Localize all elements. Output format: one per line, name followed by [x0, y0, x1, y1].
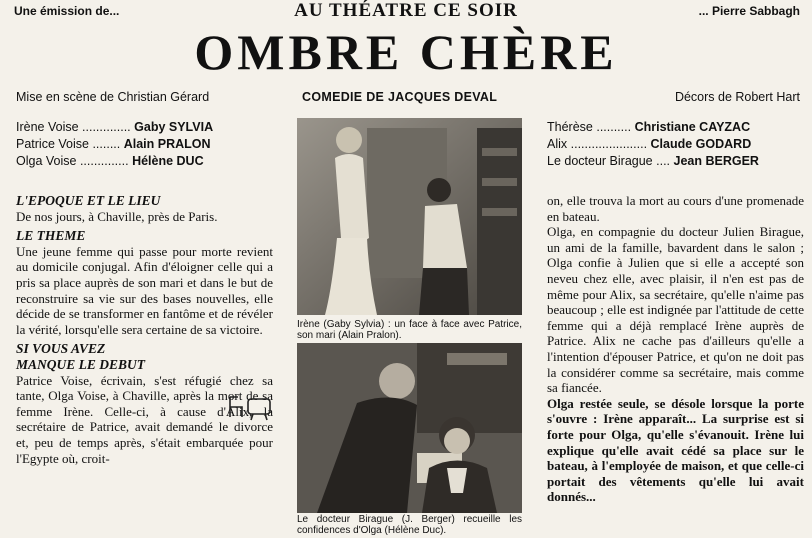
cast-row: [547, 119, 759, 136]
cast-row: [16, 119, 213, 136]
theme-paragraph: Une jeune femme qui passe pour morte revient au domicile conjugal. Afin d'éloigner celle qui a pris sa place auprès de son mari et dans le but de reconstruire sa vie sur des bases nouvelles, elle décide de se transformer en fantôme et de révéler la vérité, lorsqu'elle sera certaine de sa victoire.: [16, 243, 273, 337]
cast-row: [547, 136, 759, 153]
cast-actor: Alain PRALON: [123, 137, 211, 151]
epoque-paragraph: De nos jours, à Chaville, près de Paris.: [16, 208, 218, 224]
cast-role: Thérèse: [547, 120, 593, 134]
set-design-credit: Décors de Robert Hart: [674, 90, 800, 104]
scene-photo-irene-patrice: [297, 118, 522, 315]
cast-role: Alix: [547, 137, 568, 151]
chair-and-tv-icon: [224, 393, 274, 423]
photo-caption-1: Irène (Gaby Sylvia) : un face à face avec Patrice, son mari (Alain Pralon).: [297, 319, 522, 341]
play-title: OMBRE CHÈRE: [194, 24, 618, 80]
cast-actor: Claude GODARD: [650, 137, 752, 151]
cast-dots: ..........: [596, 120, 632, 134]
section-heading-debut-2: MANQUE LE DEBUT: [16, 356, 146, 372]
article-column-left: [16, 193, 273, 466]
cast-role: Olga Voise: [16, 154, 77, 168]
cast-dots: ........: [92, 137, 121, 151]
scene-photo-birague-olga: [297, 343, 522, 513]
cast-actor: Hélène DUC: [132, 154, 204, 168]
program-name: AU THÉATRE CE SOIR: [294, 0, 518, 21]
author-credit: COMEDIE DE JACQUES DEVAL: [302, 90, 498, 104]
cast-dots: ..............: [82, 120, 131, 134]
cast-dots: ....: [656, 154, 671, 168]
cast-role: Patrice Voise: [16, 137, 89, 151]
debut-paragraph: Patrice Voise, écrivain, s'est réfugié chez sa tante, Olga Voise, à Chaville, après la mort de sa femme Irène. Celle-ci, à cause d'Alix, la secrétaire de Patrice, avait demandé le divorce et, peu de temps après, s'était embarquée pour l'Egypte où, croit-: [16, 372, 273, 466]
article-column-right: [547, 193, 804, 505]
cast-list-left: [16, 119, 213, 170]
cast-row: [547, 153, 759, 170]
cast-row: [16, 153, 213, 170]
photo-caption-2: Le docteur Birague (J. Berger) recueille les confidences d'Olga (Hélène Duc).: [297, 514, 522, 536]
section-heading-epoque: L'EPOQUE ET LE LIEU: [16, 193, 161, 208]
broadcast-credit: Une émission de...: [14, 4, 120, 18]
cast-dots: ..............: [79, 154, 129, 168]
continued-paragraph: on, elle trouva la mort au cours d'une promenade en bateau.: [547, 193, 804, 224]
cast-actor: Jean BERGER: [673, 154, 759, 168]
section-heading-debut-1: SI VOUS AVEZ: [16, 341, 106, 357]
cast-list-right: [547, 119, 759, 170]
cast-actor: Gaby SYLVIA: [134, 120, 214, 134]
cast-dots: ......................: [570, 137, 648, 151]
cast-actor: Christiane CAYZAC: [634, 120, 751, 134]
climax-paragraph: Olga restée seule, se désole lorsque la porte s'ouvre : Irène apparaît... La surprise est si forte pour Olga, qu'elle s'évanouit. Irène lui explique qu'elle avait cédé sa place sur le bateau, à l'employée de maison, et que celle-ci portait des vêtements qu'elle lui avait donnés...: [547, 395, 804, 505]
director-credit: Mise en scène de Christian Gérard: [16, 90, 210, 104]
olga-paragraph: Olga, en compagnie du docteur Julien Birague, un ami de la famille, bavardent dans le salon ; Olga confie à Julien que si elle a accepté son neveu chez elle, avec plaisir, il n'en est pas de même pour Alix, sa secrétaire, qu'elle n'aime pas beaucoup ; elle est indignée par l'attitude de cette femme qui a déjà remplacé Irène auprès de Patrice. Alix ne cache pas d'ailleurs qu'elle a l'intention d'épouser Patrice, et qu'on ne doit pas la considérer comme sa secrétaire, mais comme sa fiancée.: [547, 224, 804, 396]
cast-role: Le docteur Birague: [547, 154, 653, 168]
section-heading-theme: LE THEME: [16, 228, 86, 244]
cast-row: [16, 136, 213, 153]
producer-credit: ... Pierre Sabbagh: [698, 4, 800, 18]
cast-role: Irène Voise: [16, 120, 79, 134]
